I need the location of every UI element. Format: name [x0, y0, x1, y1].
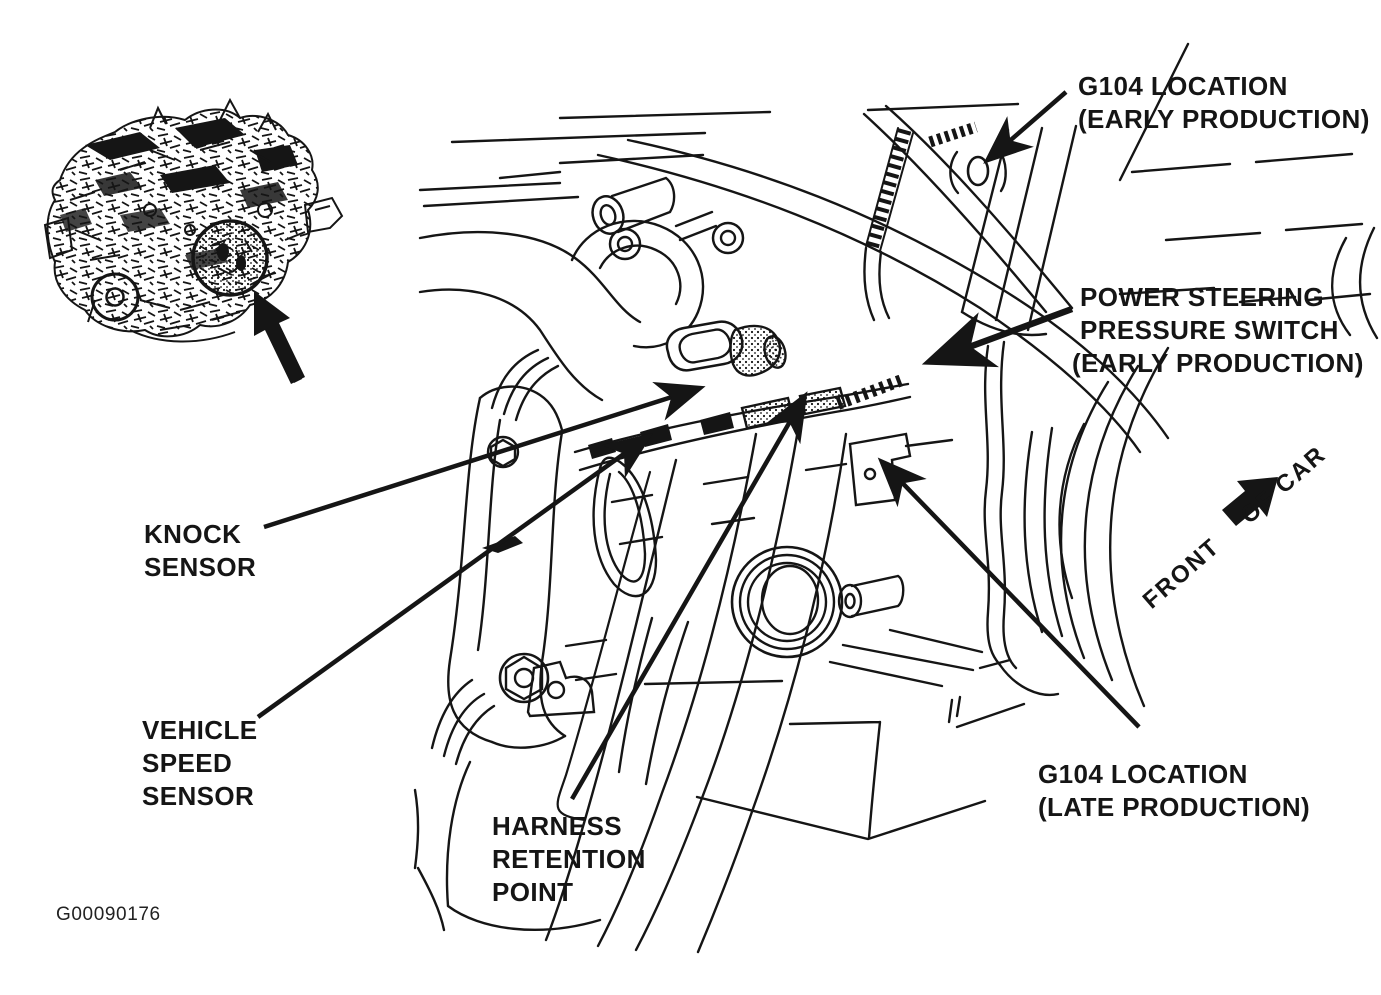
wiring-harness [482, 384, 910, 553]
callout-line: (EARLY PRODUCTION) [1078, 104, 1370, 134]
inset-highlight-circle [193, 221, 267, 295]
callout-power-steering-switch [1072, 281, 1364, 380]
callout-line: PRESSURE SWITCH [1080, 315, 1339, 345]
g104-late-bracket [850, 434, 952, 505]
callout-line: SPEED [142, 748, 233, 778]
callout-knock-sensor [144, 518, 256, 584]
wheel-well-arcs [1060, 348, 1169, 706]
callout-line: G104 LOCATION [1078, 71, 1288, 101]
figure-code: G00090176 [56, 904, 161, 925]
oil-pan-lines [619, 618, 1024, 839]
callout-line: (EARLY PRODUCTION) [1072, 348, 1364, 378]
engine-overview-inset [45, 100, 342, 384]
knock-sensor-leader-arrow [264, 389, 697, 527]
callout-line: (LATE PRODUCTION) [1038, 792, 1311, 822]
front-of-car-line: FRONT [1137, 533, 1226, 615]
callout-g104-early [1078, 70, 1370, 136]
g104-late-leader-arrow [884, 464, 1139, 727]
pipe-stub [588, 178, 716, 240]
callout-line: SENSOR [142, 781, 255, 811]
cowl-hatch-lines [420, 104, 1018, 206]
callout-line: SENSOR [144, 552, 257, 582]
callout-line: VEHICLE [142, 715, 258, 745]
callout-line: KNOCK [144, 519, 242, 549]
g104-early-leader-arrow [990, 92, 1066, 158]
callout-g104-late [1038, 758, 1310, 824]
callout-line: POWER STEERING [1080, 282, 1324, 312]
front-of-car-line: OF CAR [1235, 440, 1332, 530]
access-ring [732, 547, 842, 657]
inset-callout-arrow-icon [254, 291, 305, 384]
callout-line: HARNESS [492, 811, 622, 841]
knock-sensor-part [667, 322, 789, 376]
callout-line: RETENTION [492, 844, 646, 874]
callout-vehicle-speed-sensor [142, 714, 257, 813]
stud-cylinder [839, 576, 903, 617]
callout-harness-retention-point [492, 810, 646, 909]
vehicle-speed-sensor-leader-arrow [258, 438, 646, 717]
callout-line: G104 LOCATION [1038, 759, 1248, 789]
callout-line: POINT [492, 877, 574, 907]
